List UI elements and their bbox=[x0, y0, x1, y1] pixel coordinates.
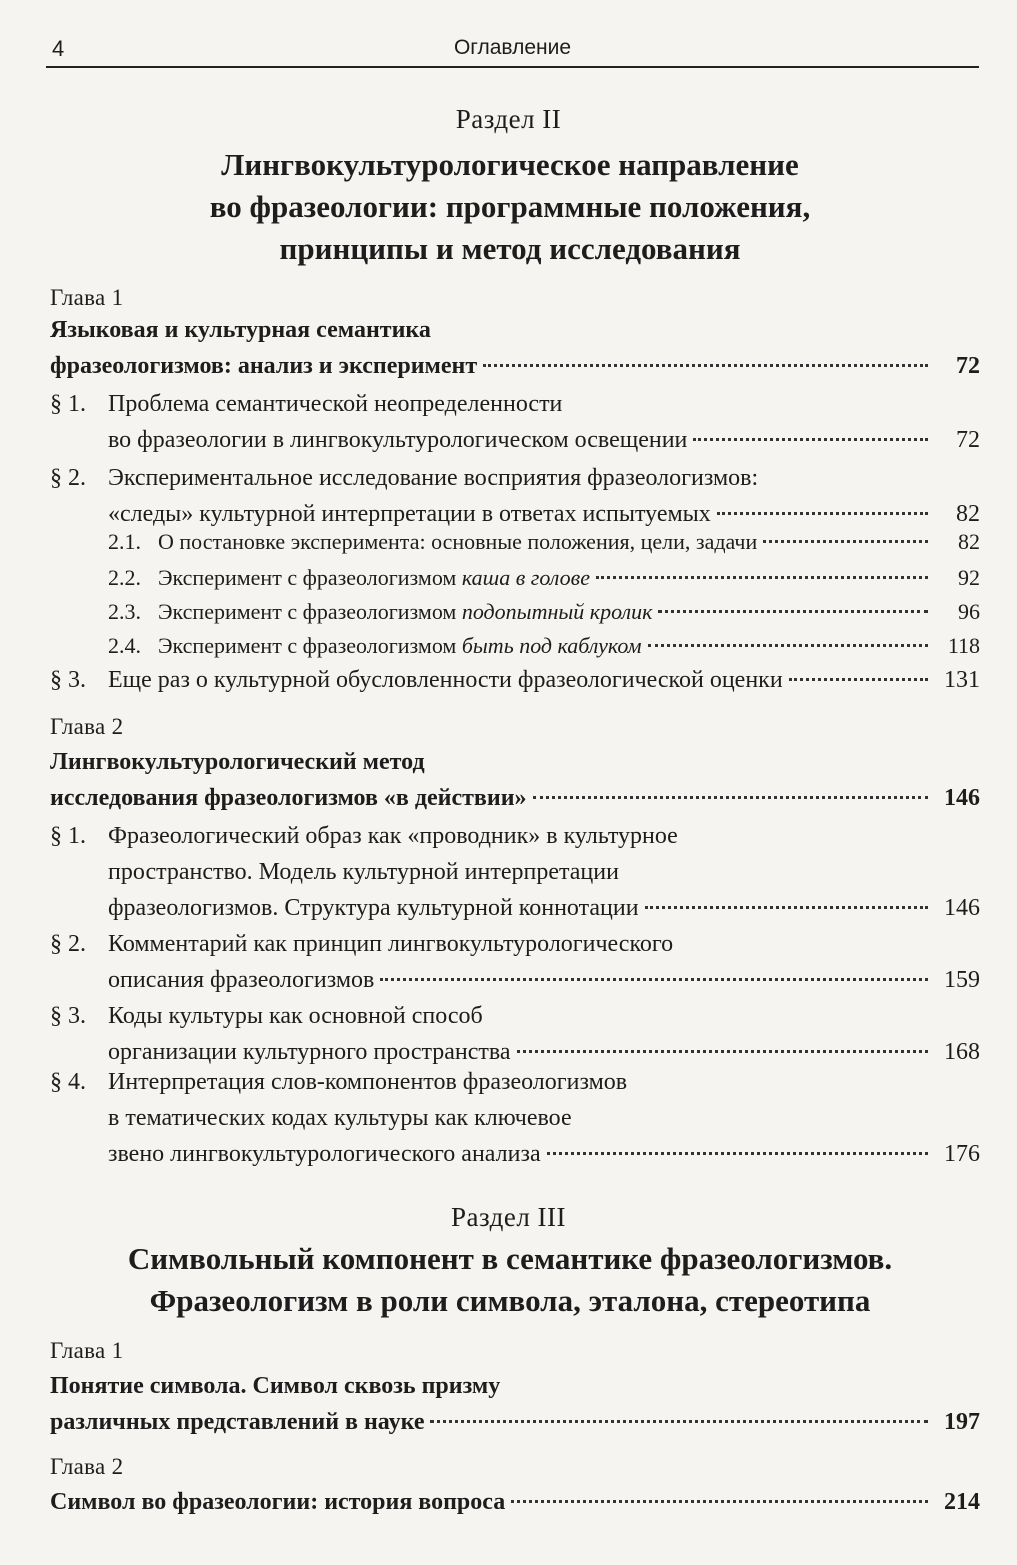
toc-page-number: 159 bbox=[944, 967, 980, 993]
toc-page-number: 82 bbox=[956, 501, 980, 527]
leader-dots bbox=[533, 796, 928, 799]
toc-page-number: 72 bbox=[956, 353, 980, 379]
toc-entry-paragraph[interactable]: § 1. Фразеологический образ как «проводник» в культурное пространство. Модель культурной интерпретации фразеологизмов. Структура культурной коннотации 146 bbox=[50, 818, 980, 926]
leader-dots bbox=[789, 678, 928, 681]
toc-page-number: 92 bbox=[958, 565, 980, 590]
toc-entry-chapter[interactable]: Лингвокультурологический метод исследования фразеологизмов «в действии» 146 bbox=[50, 744, 980, 816]
toc-entry-paragraph[interactable]: § 3. Коды культуры как основной способ организации культурного пространства 168 bbox=[50, 998, 980, 1070]
toc-entry-chapter[interactable]: Понятие символа. Символ сквозь призму различных представлений в науке 197 bbox=[50, 1368, 980, 1440]
toc-page-number: 146 bbox=[944, 895, 980, 921]
toc-entry-paragraph[interactable]: § 2. Экспериментальное исследование восприятия фразеологизмов: «следы» культурной интерпретации в ответах испытуемых 82 bbox=[50, 460, 980, 532]
leader-dots bbox=[517, 1050, 928, 1053]
chapter-label: Глава 1 bbox=[50, 1338, 124, 1363]
chapter-label: Глава 2 bbox=[50, 1454, 124, 1479]
toc-page-number: 72 bbox=[956, 427, 980, 453]
leader-dots bbox=[645, 906, 928, 909]
leader-dots bbox=[658, 610, 928, 613]
toc-page-number: 146 bbox=[944, 785, 980, 811]
chapter-label: Глава 1 bbox=[50, 285, 124, 310]
toc-entry-paragraph[interactable]: § 4. Интерпретация слов-компонентов фразеологизмов в тематических кодах культуры как ключевое звено лингвокультурологического анализа 176 bbox=[50, 1064, 980, 1172]
toc-page-number: 96 bbox=[958, 599, 980, 624]
toc-page-number: 131 bbox=[944, 667, 980, 693]
leader-dots bbox=[511, 1500, 928, 1503]
chapter-label: Глава 2 bbox=[50, 714, 124, 739]
leader-dots bbox=[648, 644, 928, 647]
toc-page-number: 118 bbox=[947, 633, 980, 658]
page-number: 4 bbox=[52, 36, 65, 61]
leader-dots bbox=[380, 978, 928, 981]
leader-dots bbox=[430, 1420, 928, 1423]
section-label: Раздел III bbox=[450, 1202, 567, 1232]
toc-page-number: 176 bbox=[944, 1141, 980, 1167]
leader-dots bbox=[596, 576, 928, 579]
section-label: Раздел II bbox=[455, 104, 562, 134]
toc-entry-subsection[interactable]: 2.4. Эксперимент с фразеологизмом быть под каблуком 118 bbox=[50, 628, 980, 664]
leader-dots bbox=[547, 1152, 928, 1155]
toc-page-number: 214 bbox=[944, 1489, 980, 1515]
toc-page-number: 82 bbox=[958, 529, 980, 554]
leader-dots bbox=[717, 512, 928, 515]
toc-entry-paragraph[interactable]: § 3. Еще раз о культурной обусловленности фразеологической оценки 131 bbox=[50, 662, 980, 698]
toc-entry-paragraph[interactable]: § 1. Проблема семантической неопределенности во фразеологии в лингвокультурологическом освещении 72 bbox=[50, 386, 980, 458]
running-head-title: Оглавление bbox=[453, 36, 572, 59]
toc-entry-chapter[interactable]: Символ во фразеологии: история вопроса 214 bbox=[50, 1484, 980, 1520]
toc-entry-subsection[interactable]: 2.3. Эксперимент с фразеологизмом подопытный кролик 96 bbox=[50, 594, 980, 630]
toc-entry-subsection[interactable]: 2.2. Эксперимент с фразеологизмом каша в голове 92 bbox=[50, 560, 980, 596]
toc-entry-chapter[interactable]: Языковая и культурная семантика фразеологизмов: анализ и эксперимент 72 bbox=[50, 312, 980, 384]
leader-dots bbox=[483, 364, 928, 367]
section-title: Символьный компонент в семантике фразеологизмов. Фразеологизм в роли символа, эталона, стереотипа bbox=[127, 1241, 893, 1318]
running-head bbox=[46, 32, 979, 68]
toc-page-number: 197 bbox=[944, 1409, 980, 1435]
toc-page-number: 168 bbox=[944, 1039, 980, 1065]
section-title: Лингвокультурологическое направление во фразеологии: программные положения, принципы и метод исследования bbox=[209, 147, 811, 266]
toc-entry-paragraph[interactable]: § 2. Комментарий как принцип лингвокультурологического описания фразеологизмов 159 bbox=[50, 926, 980, 998]
toc-entry-subsection[interactable]: 2.1. О постановке эксперимента: основные положения, цели, задачи 82 bbox=[50, 524, 980, 560]
leader-dots bbox=[763, 540, 928, 543]
leader-dots bbox=[693, 438, 928, 441]
